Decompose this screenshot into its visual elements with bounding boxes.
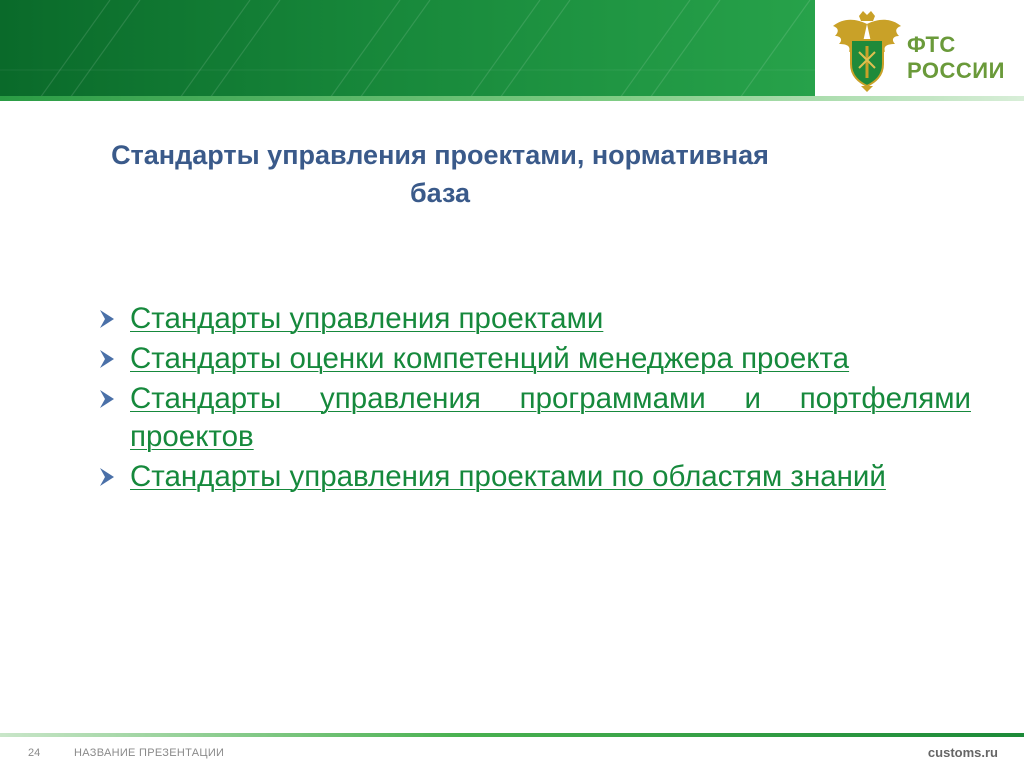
bullet-link-3[interactable]: Стандарты управления программами и портфелями проектов bbox=[130, 382, 971, 453]
header-pattern bbox=[0, 0, 815, 98]
bullet-link-2[interactable]: Стандарты оценки компетенций менеджера проекта bbox=[130, 342, 850, 375]
slide-title: Стандарты управления проектами, нормативная база bbox=[111, 140, 769, 208]
bullet-link-1[interactable]: Стандарты управления проектами bbox=[130, 302, 604, 335]
logo-text-line2: РОССИИ bbox=[907, 58, 1005, 83]
footer-line bbox=[0, 733, 1024, 737]
list-item bbox=[96, 340, 971, 378]
arrow-bullet-icon bbox=[96, 341, 120, 377]
header-underline bbox=[0, 96, 1024, 101]
arrow-bullet-icon bbox=[96, 459, 120, 495]
page-number: 24 bbox=[28, 747, 41, 759]
arrow-bullet-icon bbox=[96, 381, 120, 417]
list-item bbox=[96, 300, 971, 338]
list-item bbox=[96, 458, 971, 496]
list-item bbox=[96, 380, 971, 456]
bullet-link-4[interactable]: Стандарты управления проектами по областям знаний bbox=[130, 460, 886, 493]
logo-text bbox=[907, 32, 1019, 84]
header-band bbox=[0, 0, 815, 98]
eagle-emblem-icon bbox=[829, 10, 905, 92]
arrow-bullet-icon bbox=[96, 301, 120, 337]
logo-text-line1: ФТС bbox=[907, 32, 956, 57]
bullet-list bbox=[96, 300, 971, 498]
presentation-name: НАЗВАНИЕ ПРЕЗЕНТАЦИИ bbox=[74, 747, 225, 759]
site-link[interactable]: customs.ru bbox=[927, 745, 998, 760]
